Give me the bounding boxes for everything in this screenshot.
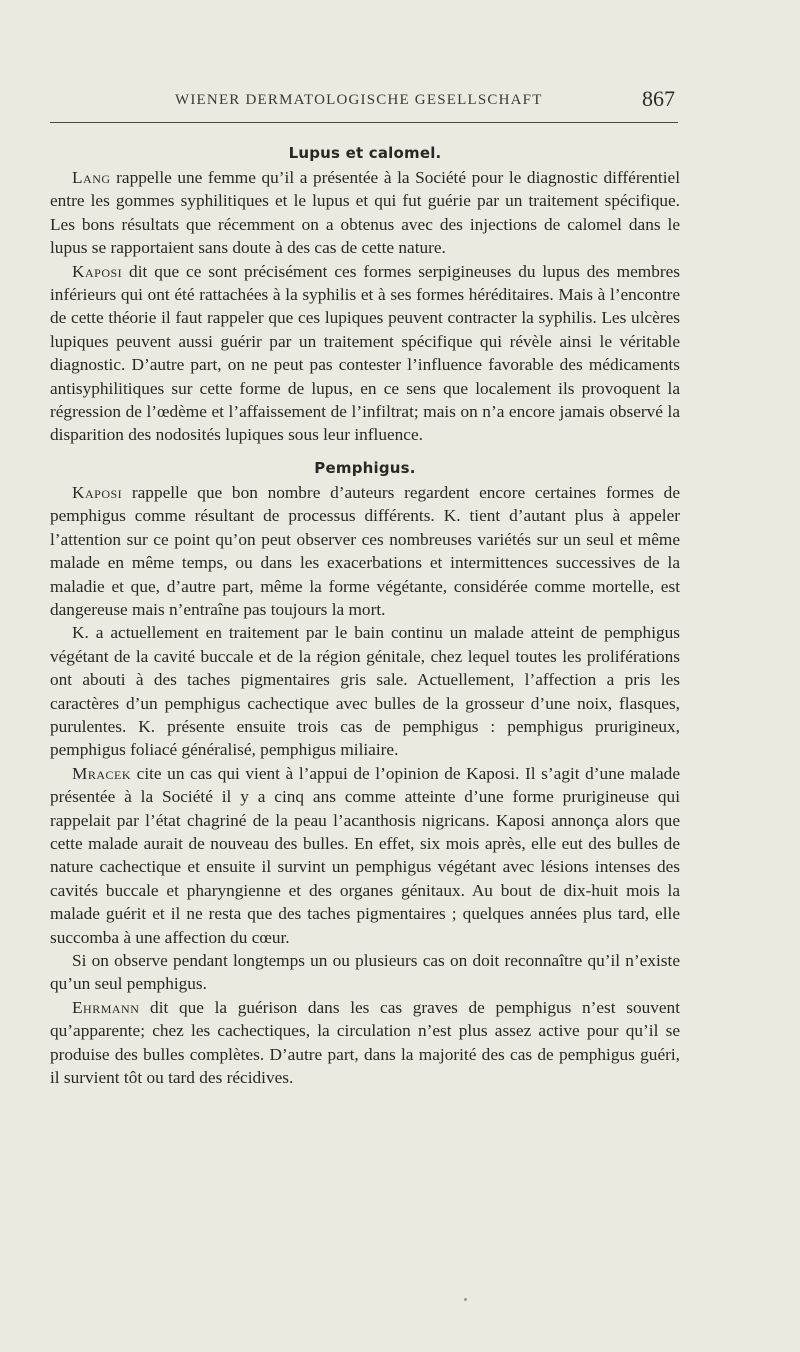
speaker-name: Ehrmann <box>72 997 140 1017</box>
paragraph-text: dit que la guérison dans les cas graves de pemphigus n’est souvent qu’apparente; chez les cachectiques, la circulation n’est plus assez active pour qu’il se produise des bulles complètes. D’autre part, dans la majorité des cas de pemphigus guéri, il survient tôt ou tard des récidives. <box>50 997 680 1088</box>
running-head: WIENER DERMATOLOGISCHE GESELLSCHAFT <box>175 92 543 108</box>
paragraph-single-pemphigus <box>50 949 680 996</box>
section-title-pemphigus: Pemphigus. <box>314 458 416 477</box>
paragraph-k-treatment <box>50 621 680 761</box>
speaker-name: Lang <box>72 168 111 187</box>
paragraph-text: K. a actuellement en traitement par le bain continu un malade atteint de pemphigus végétant de la cavité buccale et de la région génitale, chez lequel toutes les proliférations ont abouti à des taches pigmentaires gris sale. Actuellement, l’affection a pris les caractères d’un pemphigus cachectique avec bulles de la grosseur d’une noix, flasques, purulentes. K. présente ensuite trois cas de pemphigus : pemphigus prurigineux, pemphigus foliacé généralisé, pemphigus miliaire. <box>50 623 680 760</box>
speaker-name: Mracek <box>72 763 132 783</box>
paragraph-kaposi-pemphigus <box>50 481 680 621</box>
paper-speck <box>464 1298 467 1301</box>
article-body <box>50 142 680 1089</box>
paragraph-kaposi-lupus <box>50 260 680 447</box>
paragraph-text: dit que ce sont précisément ces formes serpigineuses du lupus des membres inférieurs qui ont été rattachées à la syphilis et à ses formes héréditaires. Mais à l’encontre de cette théorie il faut rappeler que ces lupiques peuvent contracter la syphilis. Les ulcères lupiques peuvent aussi guérir par un traitement spécifique qui révèle ainsi le véritable diagnostic. D’autre part, on ne peut pas contester l’influence favorable des médicaments antisyphilitiques sur cette forme de lupus, en ce sens que localement ils provoquent la régression de l’œdème et l’affaissement de l’infiltrat; mais on n’a encore jamais observé la disparition des nodosités lupiques sous leur influence. <box>50 261 680 445</box>
paragraph-ehrmann <box>50 996 680 1090</box>
page-number: 867 <box>642 86 675 111</box>
header-rule <box>50 122 678 123</box>
paragraph-text: rappelle que bon nombre d’auteurs regardent encore certaines formes de pemphigus comme résultant de processus différents. K. tient d’autant plus à appeler l’attention sur ce point qu’on peut observer ces nombreuses variétés sur un seul et même malade en même temps, ou dans les exacerbations et intermittences successives de la maladie et que, d’autre part, même la forme végétante, considérée comme mortelle, est dangereuse mais n’entraîne pas toujours la mort. <box>50 482 680 619</box>
page-header <box>175 88 675 114</box>
paragraph-mracek <box>50 762 680 949</box>
paragraph-text: Si on observe pendant longtemps un ou plusieurs cas on doit reconnaître qu’il n’existe qu’un seul pemphigus. <box>50 951 680 994</box>
speaker-name: Kaposi <box>72 482 123 502</box>
section-title-lupus: Lupus et calomel. <box>288 144 442 162</box>
speaker-name: Kaposi <box>72 261 123 281</box>
paragraph-lang <box>50 166 680 260</box>
paragraph-text: rappelle une femme qu’il a présentée à la Société pour le diagnostic différentiel entre les gommes syphilitiques et le lupus et qui fut guérie par un traitement spécifique. Les bons résultats que récemment on a obtenus avec des injections de calomel dans le lupus se rapportaient sans doute à des cas de cette nature. <box>50 168 680 258</box>
paragraph-text: cite un cas qui vient à l’appui de l’opinion de Kaposi. Il s’agit d’une malade présentée à la Société il y a cinq ans comme atteinte d’une forme prurigineuse qui rappelait par l’état chagriné de la peau l’acanthosis nigricans. Kaposi annonça alors que cette malade aurait de nouveau des bulles. En effet, six mois après, elle eut des bulles de nature cachectique et ensuite il survint un pemphigus végétant avec lésions intenses des cavités buccale et pharyngienne et des organes génitaux. Au bout de dix-huit mois la malade guérit et il ne resta que des taches pigmentaires ; quelques années plus tard, elle succomba à une affection du cœur. <box>50 763 680 947</box>
